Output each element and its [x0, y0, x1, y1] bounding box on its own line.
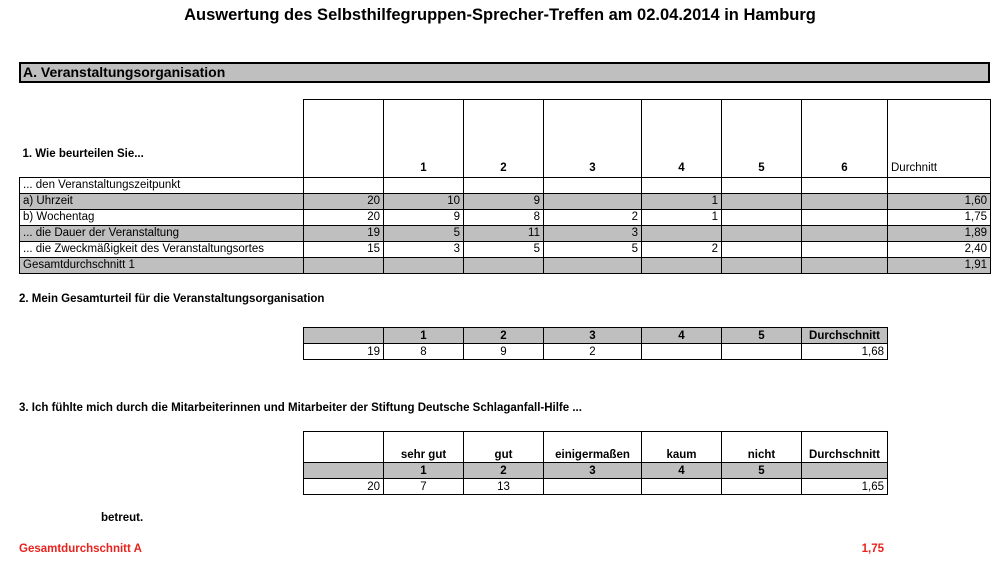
table-cell — [802, 209, 888, 225]
table-row — [20, 241, 991, 257]
table-cell: 9 — [384, 209, 464, 225]
table-cell — [642, 225, 722, 241]
table-cell — [544, 479, 642, 495]
table-cell — [722, 479, 802, 495]
q3-header-cell: 2 — [464, 463, 544, 479]
q3-question-label: 3. Ich fühlte mich durch die Mitarbeiterinnen und Mitarbeiter der Stiftung Deutsche Schlaganfall-Hilfe ... — [19, 402, 582, 414]
table-cell: 5 — [544, 241, 642, 257]
q1-table — [19, 99, 991, 274]
q3-header-cell: einigermaßen — [544, 432, 642, 463]
q3-suffix: betreut. — [101, 512, 144, 524]
q3-table — [303, 431, 888, 495]
table-row — [20, 225, 991, 241]
q1-header-row — [20, 100, 991, 178]
row-count: 19 — [304, 225, 384, 241]
q2-header-cell: 3 — [544, 328, 642, 344]
row-average: 1,68 — [802, 344, 888, 360]
q1-header-cell: 5 — [722, 100, 802, 178]
q3-header-cell: 3 — [544, 463, 642, 479]
q2-header-cell: 1 — [384, 328, 464, 344]
q3-header-cell: Durchschnitt — [802, 432, 888, 463]
q3-header-cell: sehr gut — [384, 432, 464, 463]
q1-header-cell: 1 — [384, 100, 464, 178]
row-count: 19 — [304, 344, 384, 360]
q3-header-cell: 4 — [642, 463, 722, 479]
row-average: 2,40 — [888, 241, 991, 257]
table-cell — [802, 193, 888, 209]
table-cell: 2 — [642, 241, 722, 257]
table-cell: 2 — [544, 344, 642, 360]
q1-subheading: ... den Veranstaltungszeitpunkt — [20, 177, 304, 193]
table-row — [304, 344, 888, 360]
q3-header-cell: nicht — [722, 432, 802, 463]
q1-header-cell: Durchnitt — [888, 100, 991, 178]
table-cell: 5 — [464, 241, 544, 257]
table-row — [20, 209, 991, 225]
row-label: ... die Zweckmäßigkeit des Veranstaltungsortes — [20, 241, 304, 257]
table-cell — [722, 344, 802, 360]
table-cell: 13 — [464, 479, 544, 495]
table-row — [20, 193, 991, 209]
total-a-label: Gesamtdurchschnitt A — [19, 543, 142, 555]
row-count: 20 — [304, 209, 384, 225]
row-label: ... die Dauer der Veranstaltung — [20, 225, 304, 241]
table-cell: 1 — [642, 209, 722, 225]
q1-header-cell: 6 — [802, 100, 888, 178]
table-cell — [642, 479, 722, 495]
row-count: 20 — [304, 479, 384, 495]
q1-header-cell: 2 — [464, 100, 544, 178]
table-cell: 9 — [464, 344, 544, 360]
q2-header-cell: 5 — [722, 328, 802, 344]
table-cell: 9 — [464, 193, 544, 209]
q1-question-label: 1. Wie beurteilen Sie... — [22, 147, 144, 160]
table-cell — [802, 241, 888, 257]
table-cell: 2 — [544, 209, 642, 225]
table-cell — [544, 193, 642, 209]
total-a-value: 1,75 — [861, 543, 884, 555]
table-cell: 3 — [544, 225, 642, 241]
q3-header-cell: 1 — [384, 463, 464, 479]
table-cell: 8 — [464, 209, 544, 225]
q1-total-label: Gesamtdurchschnitt 1 — [20, 257, 304, 273]
q1-total-row — [20, 257, 991, 273]
q3-header-cell: gut — [464, 432, 544, 463]
table-row — [304, 479, 888, 495]
row-average: 1,75 — [888, 209, 991, 225]
table-cell: 7 — [384, 479, 464, 495]
q2-table — [303, 327, 888, 360]
row-count: 15 — [304, 241, 384, 257]
q3-header-cell: 5 — [722, 463, 802, 479]
q2-header-cell: 2 — [464, 328, 544, 344]
table-cell — [722, 241, 802, 257]
q1-total-average: 1,91 — [888, 257, 991, 273]
q2-header-row — [304, 328, 888, 344]
q2-header-cell: 4 — [642, 328, 722, 344]
table-cell: 1 — [642, 193, 722, 209]
table-cell: 11 — [464, 225, 544, 241]
table-cell — [722, 225, 802, 241]
table-cell: 5 — [384, 225, 464, 241]
document-title: Auswertung des Selbsthilfegruppen-Sprecher-Treffen am 02.04.2014 in Hamburg — [184, 6, 816, 24]
section-a-header: A. Veranstaltungsorganisation — [19, 62, 990, 83]
table-cell — [642, 344, 722, 360]
table-cell: 3 — [384, 241, 464, 257]
table-cell: 8 — [384, 344, 464, 360]
row-label: b) Wochentag — [20, 209, 304, 225]
q1-header-cell: 4 — [642, 100, 722, 178]
row-average: 1,60 — [888, 193, 991, 209]
row-count: 20 — [304, 193, 384, 209]
q3-word-header-row — [304, 432, 888, 463]
table-cell — [802, 225, 888, 241]
table-cell — [722, 193, 802, 209]
q1-header-cell — [304, 100, 384, 178]
q2-header-cell: Durchschnitt — [802, 328, 888, 344]
q1-header-cell: 3 — [544, 100, 642, 178]
row-label: a) Uhrzeit — [20, 193, 304, 209]
q1-subheading-row — [20, 177, 991, 193]
table-cell — [722, 209, 802, 225]
q2-question-label: 2. Mein Gesamturteil für die Veranstaltungsorganisation — [19, 293, 325, 305]
row-average: 1,65 — [802, 479, 888, 495]
q3-number-header-row — [304, 463, 888, 479]
table-cell: 10 — [384, 193, 464, 209]
row-average: 1,89 — [888, 225, 991, 241]
q3-header-cell: kaum — [642, 432, 722, 463]
